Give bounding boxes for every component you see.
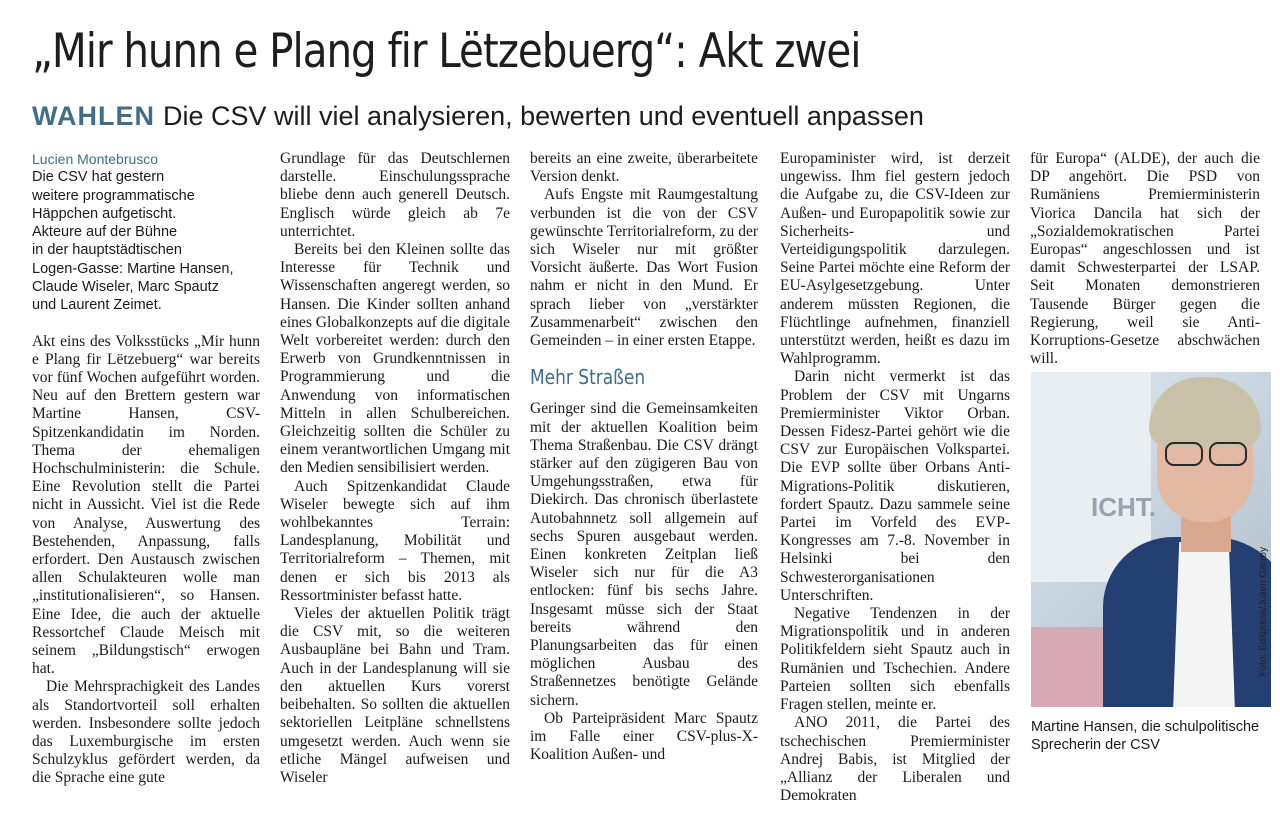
photo-caption: Martine Hansen, die schulpolitische Sprecherin der CSV <box>1031 719 1260 753</box>
intro-line: Akteure auf der Bühne <box>32 224 178 241</box>
intro-line: Die CSV hat gestern <box>32 169 165 186</box>
paragraph: bereits an eine zweite, überarbeitete Version denkt. <box>530 150 758 186</box>
paragraph: Geringer sind die Gemeinsamkeiten mit der aktuellen Koalition beim Thema Straßenbau. Die CSV drängt stärker auf den zügigeren Bau von Umgehungsstraßen, etwa für Diekirch. Das chronisch überlastete Autobahnnetz soll allgemein auf sechs Spuren ausgebaut werden. Einen konkreten Zeitplan ließ Wiseler sich nur für die A3 entlocken: fünf bis sechs Jahre. Insgesamt müsse sich der Staat bereits während den Planungsarbeiten das für einen möglichen Ausbau des Straßennetzes benötigte Gelände sichern. <box>530 400 758 709</box>
photo-credit: Foto: Editpress/Julien Garroy <box>1258 547 1269 677</box>
column-4 <box>780 150 1010 805</box>
paragraph: Darin nicht vermerkt ist das Problem der CSV mit Ungarns Premierminister Viktor Orban. Dessen Fidesz-Partei gehört wie die CSV zur Europäischen Volkspartei. Die EVP sollte über Orbans Anti-Migrations-Politik diskutieren, fordert Spautz. Dazu sammele seine Partei im Vorfeld des EVP-Kongresses am 7.-8. November in Helsinki bei den Schwesterorganisationen Unterschriften. <box>780 368 1010 604</box>
kicker: WAHLEN <box>32 101 155 131</box>
glasses-icon <box>1161 442 1249 462</box>
paragraph: Europaminister wird, ist derzeit ungewiss. Ihm fiel gestern jedoch die Aufgabe zu, die CSV-Ideen zur Außen- und Europapolitik sowie zur Sicherheits- und Verteidigungspolitik darzulegen. Seine Partei möchte eine Reform der EU-Asylgesetzgebung. Unter anderem müssten Regionen, die Flüchtlinge aufnehmen, finanziell unterstützt werden, heißt es dazu im Wahlprogramm. <box>780 150 1010 368</box>
column-5 <box>1030 150 1260 368</box>
paragraph: Negative Tendenzen in der Migrationspolitik und in anderen Politikfeldern sieht Spautz auch in Rumänien und Tschechien. Andere Parteien sollten sich ebenfalls Fragen stellen, meinte er. <box>780 605 1010 714</box>
headline: „Mir hunn e Plang fir Lëtzebuerg“: Akt zwei <box>32 24 861 79</box>
subheadline <box>32 96 924 136</box>
background-shape <box>1031 627 1111 707</box>
hair <box>1149 377 1261 447</box>
paragraph: Auch Spitzenkandidat Claude Wiseler bewegte sich auf ihm wohlbekanntes Terrain: Landesplanung, Mobilität und Territorialreform – Themen, mit denen er sich bis 2013 als Ressortminister befasst hatte. <box>280 477 510 604</box>
paragraph: Bereits bei den Kleinen sollte das Interesse für Technik und Wissenschaften angeregt werden, so Hansen. Die Kinder sollten anhand eines Globalkonzepts auf die digitale Welt vorbereitet werden: durch den Erwerb von Grundkenntnissen in Programmierung und die Anwendung von informatischen Mitteln in allen Schulbereichen. Gleichzeitig sollten die Schüler zu einem verantwortlichen Umgang mit den Medien sensibilisiert werden. <box>280 241 510 477</box>
screen-lettering: ICHT. <box>1091 492 1156 522</box>
shirt <box>1173 542 1235 707</box>
author: Lucien Montebrusco <box>32 151 159 167</box>
paragraph: Akt eins des Volksstücks „Mir hunn e Plang fir Lëtzebuerg“ war bereits vor fünf Wochen aufgeführt worden. Neu auf den Brettern gestern war Martine Hansen, CSV-Spitzenkandidatin im Norden. Thema der ehemaligen Hochschulministerin: die Schule. Eine Revolution stellt die Partei nicht in Aussicht. Viel ist die Rede von Analyse, Auswertung des Bestehenden, Anpassung, falls erfordert. Den Austausch zwischen allen Schulakteuren wolle man „institutionalisieren“, so Hansen. Eine Idee, die auch der aktuelle Ressortchef Claude Meisch mit seinem „Bildungstisch“ erwogen hat. <box>32 332 260 678</box>
intro-line: Claude Wiseler, Marc Spautz <box>32 278 219 295</box>
intro <box>32 168 260 314</box>
section-subhead: Mehr Straßen <box>530 365 646 390</box>
column-2 <box>280 150 510 787</box>
column-1 <box>32 150 260 788</box>
intro-line: weitere programmatische <box>32 187 195 204</box>
paragraph: Die Mehrsprachigkeit des Landes als Standortvorteil soll erhalten werden. Insbesondere sollte jedoch das Luxemburgische im ersten Schulzyklus gefördert werden, da die Sprache eine gute <box>32 678 260 787</box>
paragraph: für Europa“ (ALDE), der auch die DP angehört. Die PSD von Rumäniens Premierministerin Viorica Dancila hat sich der „Sozialdemokratischen Partei Europas“ angeschlossen und ist damit Schwesterpartei der LSAP. Seit Monaten demonstrieren Tausende Bürger gegen die Regierung, weil sie Anti-Korruptions-Gesetze abschwächen will. <box>1030 150 1260 368</box>
paragraph: ANO 2011, die Partei des tschechischen Premierminister Andrej Babis, ist Mitglied der „Allianz der Liberalen und Demokraten <box>780 714 1010 805</box>
intro-line: und Laurent Zeimet. <box>32 297 162 314</box>
portrait-photo <box>1031 372 1271 707</box>
paragraph: Aufs Engste mit Raumgestaltung verbunden ist die von der CSV gewünschte Territorialreform, zu der sich Wiseler nur mit größter Vorsicht äußerte. Das Wort Fusion nahm er nicht in den Mund. Er sprach lieber von „verstärkter Zusammenarbeit“ zwischen den Gemeinden – in einer ersten Etappe. <box>530 186 758 350</box>
column-3 <box>530 150 758 765</box>
subheadline-text: Die CSV will viel analysieren, bewerten und eventuell anpassen <box>163 101 924 131</box>
intro-line: Logen-Gasse: Martine Hansen, <box>32 260 234 277</box>
paragraph: Vieles der aktuellen Politik trägt die CSV mit, so die weiteren Ausbaupläne bei Bahn und Tram. Auch in der Landesplanung will sie den aktuellen Kurs vorerst beibehalten. So sollten die aktuellen sektoriellen Leitpläne schnellstens umgesetzt werden. Auch wenn sie etliche Mängel aufweisen und Wiseler <box>280 605 510 786</box>
intro-line: Häppchen aufgetischt. <box>32 205 177 222</box>
paragraph: Grundlage für das Deutschlernen darstelle. Einschulungssprache bliebe denn auch generell Deutsch. Englisch würde gleich ab 7e unterrichtet. <box>280 150 510 240</box>
paragraph: Ob Parteipräsident Marc Spautz im Falle einer CSV-plus-X-Koalition Außen- und <box>530 709 758 764</box>
intro-line: in der hauptstädtischen <box>32 242 182 259</box>
